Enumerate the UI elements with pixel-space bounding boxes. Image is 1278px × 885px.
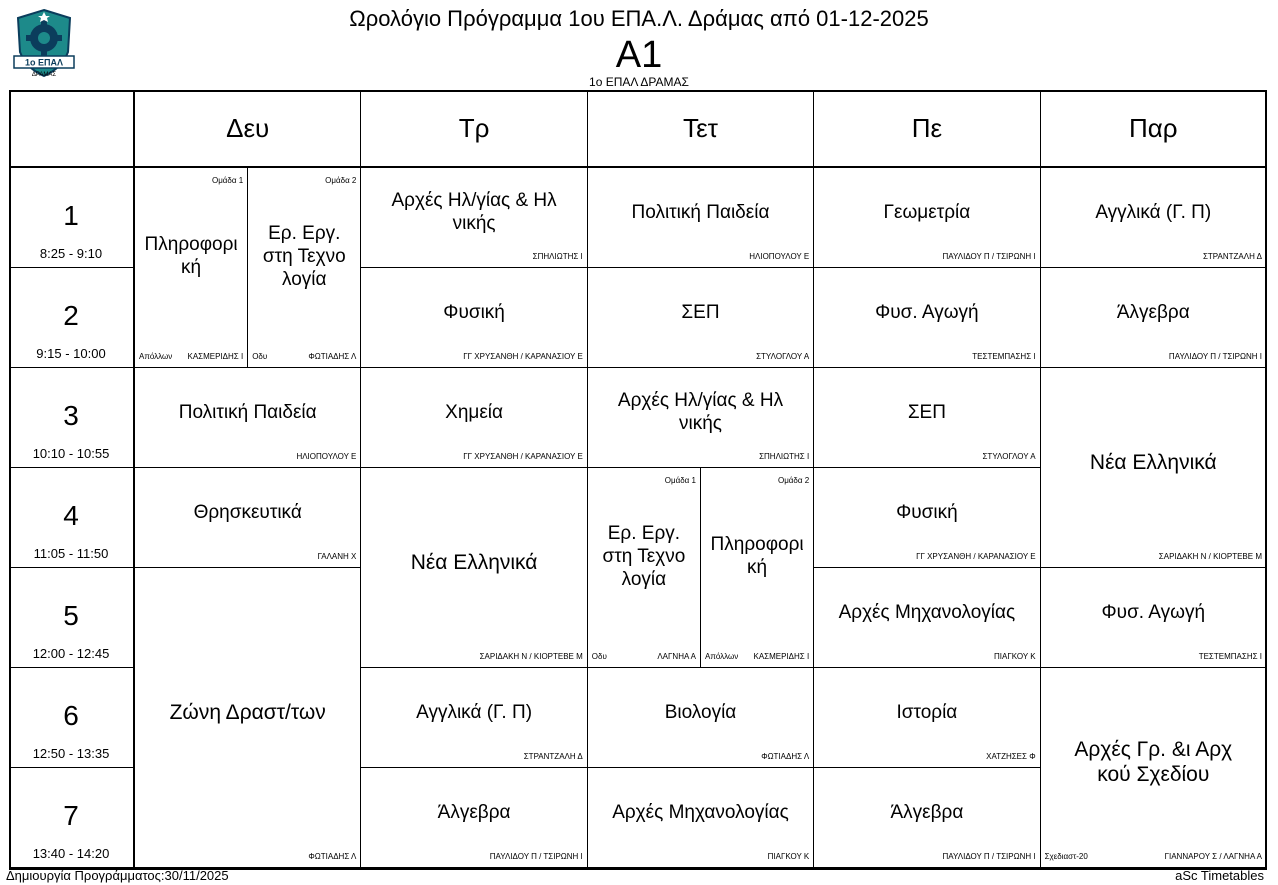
period-time: 10:10 - 10:55 [32,446,110,461]
period-time: 11:05 - 11:50 [33,546,109,561]
period-cell [9,268,135,368]
teacher-name: ΓΓ ΧΡΥΣΑΝΘΗ / ΚΑΡΑΝΑΣΙΟΥ Ε [463,352,583,361]
lesson-cell[interactable] [361,368,587,468]
teacher-name: ΓΓ ΧΡΥΣΑΝΘΗ / ΚΑΡΑΝΑΣΙΟΥ Ε [916,552,1036,561]
lesson-subject: Φυσική [896,501,958,523]
lesson-subject: Άλγεβρα [437,801,511,823]
lesson-cell[interactable] [814,768,1040,868]
lesson-cell[interactable] [814,268,1040,368]
lesson-cell[interactable] [1041,668,1267,868]
teacher-name: ΛΑΓΝΗΑ Α [657,652,696,661]
period-number: 2 [63,300,79,331]
period-number: 5 [63,600,79,631]
day-header: Πε [814,90,1040,168]
group-label: Ομάδα 2 [325,176,357,185]
period-time: 9:15 - 10:00 [36,346,106,361]
day-header: Δευ [135,90,361,168]
day-header: Τρ [361,90,587,168]
period-cell [9,368,135,468]
period-number: 6 [63,700,79,731]
lesson-cell[interactable] [361,768,587,868]
lesson-cell[interactable] [135,568,361,868]
lesson-cell[interactable] [588,368,814,468]
lesson-cell[interactable] [814,568,1040,668]
room-label: Απόλλων [139,352,173,361]
teacher-name: ΣΠΗΛΙΩΤΗΣ Ι [759,452,810,461]
lesson-cell[interactable] [361,168,587,268]
day-header: Παρ [1041,90,1267,168]
lesson-cell[interactable] [814,168,1040,268]
lesson-cell[interactable] [1041,368,1267,568]
lesson-subject: Πληροφορι κή [710,534,804,578]
lesson-cell[interactable] [814,668,1040,768]
group-label: Ομάδα 1 [664,476,696,485]
lesson-subject: Ερ. Εργ. στη Τεχνο λογία [262,222,346,290]
period-number: 7 [63,800,79,831]
lesson-subject: Γεωμετρία [883,201,971,223]
lesson-cell[interactable] [588,468,701,668]
group-label: Ομάδα 1 [211,176,244,185]
lesson-subject: Αρχές Μηχανολογίας [612,801,789,823]
teacher-name: ΣΑΡΙΔΑΚΗ Ν / ΚΙΟΡΤΕΒΕ Μ [1158,552,1262,561]
room-label: Οδυ [591,652,607,661]
period-time: 13:40 - 14:20 [32,846,110,861]
period-cell [9,668,135,768]
lesson-cell[interactable] [701,468,814,668]
lesson-cell[interactable] [588,168,814,268]
day-header: Τετ [588,90,814,168]
teacher-name: ΠΙΑΓΚΟΥ Κ [994,652,1036,661]
lesson-subject: Φυσ. Αγωγή [1101,601,1206,623]
teacher-name: ΤΕΣΤΕΜΠΑΣΗΣ Ι [972,352,1036,361]
lesson-cell[interactable] [814,368,1040,468]
period-cell [9,568,135,668]
period-cell [9,768,135,868]
teacher-name: ΦΩΤΙΑΔΗΣ Λ [308,852,357,861]
room-label: Οδυ [252,352,268,361]
teacher-name: ΣΠΗΛΙΩΤΗΣ Ι [532,252,583,261]
teacher-name: ΦΩΤΙΑΔΗΣ Λ [308,352,357,361]
teacher-name: ΓΙΑΝΝΑΡΟΥ Σ / ΛΑΓΝΗΑ Α [1164,852,1262,861]
period-number: 3 [63,400,79,431]
lesson-subject: Αρχές Γρ. &ι Αρχ κού Σχεδίου [1074,738,1233,786]
period-cell [9,168,135,268]
created-date: Δημιουργία Προγράμματος:30/11/2025 [6,868,229,883]
lesson-cell[interactable] [814,468,1040,568]
teacher-name: ΠΑΥΛΙΔΟΥ Π / ΤΣΙΡΩΝΗ Ι [1168,352,1262,361]
lesson-cell[interactable] [135,368,361,468]
logo-text: 1ο ΕΠΑΛ [24,57,64,68]
teacher-name: ΧΑΤΖΗΣΕΣ Φ [986,752,1036,761]
lesson-subject: Βιολογία [664,701,737,723]
lesson-subject: ΣΕΠ [681,301,720,323]
lesson-subject: Πληροφορι κή [144,234,238,278]
period-time: 12:50 - 13:35 [32,746,110,761]
teacher-name: ΠΑΥΛΙΔΟΥ Π / ΤΣΙΡΩΝΗ Ι [489,852,583,861]
class-name: Α1 [615,34,663,76]
lesson-subject: Ιστορία [896,701,958,723]
lesson-subject: Αρχές Μηχανολογίας [838,601,1016,623]
lesson-subject: Αγγλικά (Γ. Π) [416,701,533,723]
lesson-subject: Αρχές Ηλ/γίας & Ηλ νικής [617,390,784,434]
room-label: Σχεδιαστ-20 [1044,852,1088,861]
teacher-name: ΣΤΡΑΝΤΖΑΛΗ Δ [523,752,583,761]
teacher-name: ΦΩΤΙΑΔΗΣ Λ [761,752,810,761]
teacher-name: ΗΛΙΟΠΟΥΛΟΥ Ε [749,252,810,261]
lesson-subject: Νέα Ελληνικά [1089,450,1217,474]
lesson-cell[interactable] [1041,568,1267,668]
teacher-name: ΣΤΥΛΟΓΛΟΥ Α [982,452,1036,461]
period-cell [9,468,135,568]
lesson-subject: Αγγλικά (Γ. Π) [1095,201,1212,223]
lesson-cell[interactable] [248,168,361,368]
software-credit: aSc Timetables [1175,868,1264,883]
teacher-name: ΚΑΣΜΕΡΙΔΗΣ Ι [753,652,810,661]
lesson-cell[interactable] [135,468,361,568]
lesson-subject: ΣΕΠ [907,401,946,423]
teacher-name: ΣΤΡΑΝΤΖΑΛΗ Δ [1202,252,1262,261]
lesson-subject: Πολιτική Παιδεία [178,401,317,423]
teacher-name: ΓΓ ΧΡΥΣΑΝΘΗ / ΚΑΡΑΝΑΣΙΟΥ Ε [463,452,583,461]
lesson-subject: Ζώνη Δραστ/των [169,700,326,724]
teacher-name: ΤΕΣΤΕΜΠΑΣΗΣ Ι [1198,652,1262,661]
period-time: 8:25 - 9:10 [39,246,103,261]
teacher-name: ΠΑΥΛΙΔΟΥ Π / ΤΣΙΡΩΝΗ Ι [942,252,1036,261]
teacher-name: ΠΑΥΛΙΔΟΥ Π / ΤΣΙΡΩΝΗ Ι [942,852,1036,861]
lesson-cell[interactable] [135,168,248,368]
teacher-name: ΠΙΑΓΚΟΥ Κ [767,852,810,861]
group-label: Ομάδα 2 [777,476,810,485]
lesson-cell[interactable] [1041,268,1267,368]
lesson-subject: Άλγεβρα [890,801,964,823]
room-label: Απόλλων [705,652,739,661]
teacher-name: ΗΛΙΟΠΟΥΛΟΥ Ε [296,452,357,461]
lesson-cell[interactable] [1041,168,1267,268]
teacher-name: ΓΑΛΑΝΗ Χ [317,552,357,561]
lesson-subject: Θρησκευτικά [193,501,302,523]
period-number: 4 [63,500,79,531]
corner-cell [9,90,135,168]
lesson-cell[interactable] [588,668,814,768]
lesson-subject: Άλγεβρα [1116,301,1190,323]
lesson-cell[interactable] [361,668,587,768]
lesson-subject: Χημεία [445,401,504,423]
logo-caption: ΔΡΑΜΑΣ [31,72,57,78]
period-time: 12:00 - 12:45 [32,646,110,661]
lesson-subject: Φυσ. Αγωγή [875,301,979,323]
teacher-name: ΣΑΡΙΔΑΚΗ Ν / ΚΙΟΡΤΕΒΕ Μ [479,652,583,661]
lesson-subject: Πολιτική Παιδεία [631,201,770,223]
lesson-subject: Φυσική [443,301,505,323]
lesson-cell[interactable] [361,468,587,668]
page-title: Ωρολόγιο Πρόγραμμα 1ου ΕΠΑ.Λ. Δράμας από 01-12-2025 [349,6,929,31]
teacher-name: ΚΑΣΜΕΡΙΔΗΣ Ι [187,352,244,361]
lesson-subject: Ερ. Εργ. στη Τεχνο λογία [602,522,686,590]
teacher-name: ΣΤΥΛΟΓΛΟΥ Α [756,352,810,361]
lesson-subject: Αρχές Ηλ/γίας & Ηλ νικής [391,190,557,234]
period-number: 1 [63,200,79,231]
lesson-cell[interactable] [361,268,587,368]
school-name: 1ο ΕΠΑΛ ΔΡΑΜΑΣ [589,75,689,89]
lesson-cell[interactable] [588,768,814,868]
lesson-subject: Νέα Ελληνικά [410,550,538,574]
lesson-cell[interactable] [588,268,814,368]
